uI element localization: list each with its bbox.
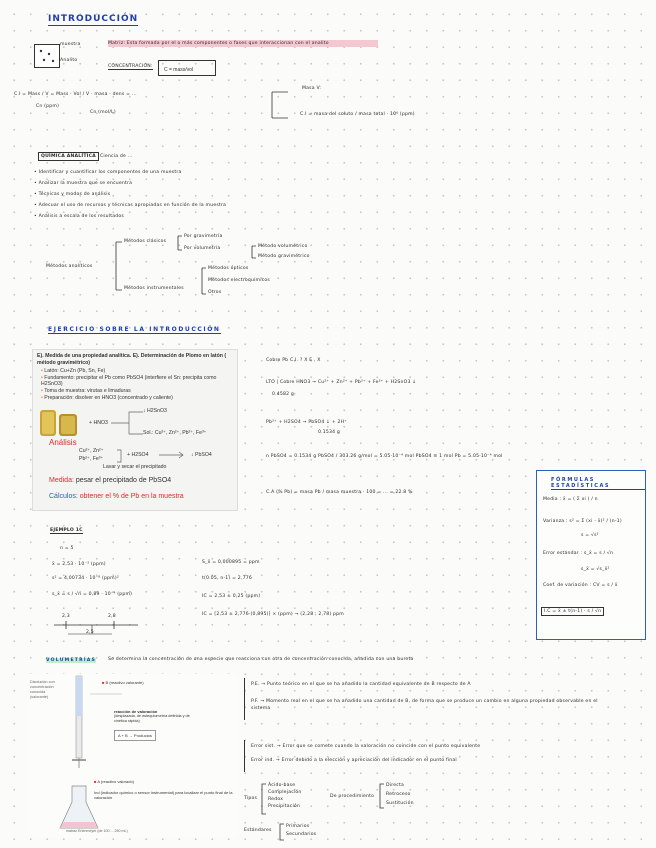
ej-right-line-6: n PbSO4 = 0.1534 g PbSO4 / 303.26 g/mol = 5.05·10⁻⁴ mol PbSO4 ≡ 1 mol Pb = 5.05·10⁻⁴ mol	[266, 454, 503, 459]
quimica-bullet-5: • Análisis a escala de los resultados	[34, 214, 124, 219]
bullet-text: Análisis a escala de los resultados	[38, 214, 124, 219]
bullet-text: Técnicas y modos de análisis	[38, 192, 111, 197]
ej-right-line-2: LTO | Cobre HNO3 → Cu²⁺ + Zn²⁺ + Pb²⁺ + Fe³⁺ + H2SnO3 ↓	[266, 380, 417, 385]
panel-ions-2: Pb²⁺, Fe³⁺	[79, 456, 104, 462]
ejercicio-title: EJERCICIO SOBRE LA INTRODUCCIÓN	[48, 326, 221, 333]
formula-media: Media : x̄ = ( Σ xi ) / n	[543, 497, 598, 502]
diagram-side-label: Disolución con concentración conocida (valorante)	[30, 680, 55, 699]
branch-clasicos: Métodos clásicos	[124, 239, 167, 244]
classic-sub-volumetrico: Método volumétrico	[258, 244, 308, 249]
clasif-label: De procedimiento	[330, 794, 375, 799]
quimica-subtitle: Ciencia de ...	[100, 154, 133, 159]
panel-h2sno3: ↓ H2SnO3	[143, 408, 167, 414]
formula-line-main: C.I = Mass / V = Mass · Vol / V · masa · dens = ...	[14, 92, 137, 97]
diagram-reactivo: ■ B (reactivo valorante)	[102, 680, 144, 685]
concentracion-label: CONCENTRACIÓN:	[108, 64, 153, 69]
tipo-redox: Redox	[268, 797, 284, 802]
instr-leaf-electroquimicos: Métodos electroquímicos	[208, 278, 271, 283]
error-block	[244, 740, 635, 772]
panel-sol: Sol.: Cu²⁺, Zn²⁺, Pb²⁺, Fe³⁺	[143, 430, 207, 436]
ejemplo-line-1: n = 5	[60, 546, 74, 551]
formula-line-mol: Cn (mol/L)	[90, 110, 116, 115]
ic-number-line	[52, 616, 142, 638]
branch-instrumentales: Métodos instrumentales	[124, 286, 184, 291]
panel-calculos	[49, 493, 184, 500]
ejemplo-right-1: S_x̄ = 0,000895 = ppm	[202, 560, 260, 565]
panel-item-preparacion: • Preparación: disolver en HNO3 (concentrado y caliente)	[41, 395, 173, 401]
instr-leaf-opticos: Métodos ópticos	[208, 266, 249, 271]
formula-cv: Coef. de variación : CV = s / x̄	[543, 583, 618, 588]
intro-right-line-1: Masa V:	[302, 86, 322, 91]
panel-item-toma: • Toma de muestra: virutas e limaduras	[41, 388, 131, 394]
formula-ic: I.C = x̄ ± t(n-1) · s / √n	[541, 607, 604, 616]
titration-diagram	[28, 674, 238, 838]
quimica-bullet-4: • Adecuar el uso de recursos y técnicas apropiadas en función de la muestra	[34, 203, 227, 208]
formula-varianza: Varianza : s² = Σ (xi - x̄)² / (n-1)	[543, 519, 622, 524]
diagram-matraz: matraz Erlenmeyer (de 100 ... 250 mL)	[66, 829, 128, 833]
ej-right-line-4: Pb²⁺ + H2SO4 → PbSO4 ↓ + 2H⁺	[266, 420, 347, 425]
ejemplo-right-3: IC = 2,53 ± 0,25 (ppm)	[202, 594, 261, 599]
pe-pf-block	[244, 678, 605, 720]
instr-leaf-otros: Otros	[208, 290, 222, 295]
panel-hno3: + HNO3	[89, 420, 108, 426]
formula-line-ppm: Cn (ppm)	[36, 104, 60, 109]
metodos-label: Métodos analíticos	[46, 264, 93, 269]
analito-dots-icon	[35, 45, 59, 67]
tipo-complejacion: Complejación	[268, 790, 302, 795]
diagram-reaccion-eq: A + B → Productos	[114, 730, 156, 741]
estandares-label: Estándares	[244, 828, 272, 833]
intro-title: INTRODUCCIÓN	[48, 14, 139, 24]
ejemplo-line-2: x̄ = 2,53 · 10⁻³ (ppm)	[52, 562, 106, 567]
gravimetry-panel	[32, 349, 238, 511]
panel-analisis: Análisis	[49, 438, 77, 447]
formula-box	[536, 470, 646, 640]
medida-text: pesar el precipitado de PbSO4	[73, 477, 172, 484]
calculos-text: obtener el % de Pb en la muestra	[77, 493, 184, 500]
concentracion-formula-box	[158, 60, 216, 76]
reactivo-text: B (reactivo valorante)	[105, 680, 144, 685]
panel-h2so4: + H2SO4	[127, 452, 149, 458]
panel-item-laton: • Latón: Cu+Zn (Pb, Sn, Fe)	[41, 368, 106, 374]
clasif-sustitucion: Sustitución	[386, 801, 414, 806]
formula-desviacion: s = √s²	[581, 533, 599, 538]
ejemplo-line-3: s² = 4,00734 · 10⁻⁸ (ppm)²	[52, 576, 119, 581]
analito-label: Analito	[60, 58, 78, 63]
tipo-precipitacion: Precipitación	[268, 804, 301, 809]
medida-label: Medida:	[49, 477, 74, 484]
ej-right-line-5: 0.1534 g	[318, 430, 341, 435]
formula-brace	[268, 90, 298, 120]
classic-leaf-volumetria: Por volumetría	[184, 246, 221, 251]
analito-text: A (reactivo valorado)	[97, 779, 134, 784]
muestra-square-icon	[34, 44, 60, 68]
diagram-reaccion-text: (desplazada, de estequiometría definida y de cinética rápida)	[114, 714, 190, 723]
ej-right-line-3: 0.4582 g	[272, 392, 295, 397]
volumetrias-intro: Se determina la concentración de una especie que reacciona con otra de concentración conocida, añadida con una bureta	[108, 657, 414, 662]
error-sist-text: Error sist. → Error que se comete cuando la valoración no coincide con el punto equivalente	[251, 744, 481, 749]
svg-text:C = mass/vol: C = mass/vol	[164, 67, 194, 73]
tipos-label: Tipos	[244, 796, 258, 801]
formula-error-estandar: Error estándar : s_x̄ = s / √n	[543, 551, 614, 556]
muestra-label: muestra	[60, 42, 81, 47]
arrow-right-icon	[157, 450, 187, 460]
formula-sx: s_x̄ = √s_x̄²	[581, 567, 610, 572]
estandares-secundarios: Secundarios	[286, 832, 317, 837]
panel-item-fundamento: • Fundamento: precipitar el Pb como PbSO4 (interfiere el Sn: precipita como H2SnO3)	[41, 375, 217, 387]
estandares-brace	[276, 822, 286, 842]
formula-box-title: FÓRMULAS ESTADÍSTICAS	[551, 477, 645, 490]
panel-heading: E). Medida de una propiedad analítica. E). Determinación de Plomo en latón ( método gravimétrico)	[37, 353, 227, 366]
clasif-retroceso: Retroceso	[386, 792, 411, 797]
estandares-primarios: Primarios	[286, 824, 310, 829]
ej-right-line-7: C.A (% Pb) = masa Pb / masa muestra · 100 = ... = 22.8 %	[266, 490, 413, 495]
matriz-text: Matriz: Esta formada por el o más componentes o fases que interaccionan con el analito	[108, 40, 378, 47]
classic-leaf-gravimetria: Por gravimetría	[184, 234, 223, 239]
bullet-text: Analizar la muestra que se encuentra	[38, 181, 133, 186]
quimica-title: QUÍMICA ANALÍTICA	[38, 152, 99, 161]
bullet-text: Adecuar el uso de recursos y técnicas apropiadas en función de la muestra	[38, 203, 227, 208]
diagram-indicador: Ind (indicador químico o sensor instrumental) para localizar el punto final de la valoración	[94, 790, 233, 800]
pe-text: P.E. → Punto teórico en el que se ha añadido la cantidad equivalente de B respecto de A	[251, 682, 471, 687]
diagram-analito: ■ A (reactivo valorado)	[94, 779, 134, 784]
tipo-acido-base: Ácido-base	[268, 783, 296, 788]
ej-right-line-1: Cobre Pb C.I. ? X E , X	[266, 358, 321, 363]
bullet-text: Identificar y cuantificar los componentes de una muestra	[38, 170, 182, 175]
ic-label-right: 2,8	[108, 614, 116, 619]
quimica-bullet-1: • Identificar y cuantificar los componentes de una muestra	[34, 170, 182, 175]
intro-right-line-2: C.I = masa del soluto / masa total · 10⁶ (ppm)	[300, 112, 415, 117]
ejemplo-right-4: IC = [2,53 ± 2,776·(0,895)] × (ppm) → (2,28 ; 2,78) ppm	[202, 612, 344, 617]
calculos-label: Cálculos:	[49, 493, 78, 500]
panel-pbso4: ↓ PbSO4	[191, 452, 212, 458]
error-ind-text: Error ind. → Error debido a la elección y apreciación del indicador en el punto final	[251, 758, 457, 763]
panel-item-text: Latón: Cu+Zn (Pb, Sn, Fe)	[44, 368, 106, 374]
ejemplo-title: EJEMPLO 1C	[50, 528, 83, 533]
volumetrias-title: VOLUMETRÍAS	[46, 658, 97, 663]
panel-item-text: Preparación: disolver en HNO3 (concentrado y caliente)	[44, 395, 173, 401]
diagram-reaccion-title: reacción de valoración	[114, 709, 158, 714]
ic-label-center: 2,5	[86, 630, 94, 635]
clasif-directa: Directa	[386, 783, 404, 788]
panel-ions-1: Cu²⁺, Zn²⁺	[79, 448, 104, 454]
panel-item-text: Fundamento: precipitar el Pb como PbSO4 (interfiere el Sn: precipita como H2SnO3)	[41, 375, 217, 387]
classic-sub-gravimetrico: Método gravimétrico	[258, 254, 310, 259]
ejemplo-line-4: s_x̄ = s / √n = 0,89 · 10⁻⁴ (ppm)	[52, 592, 133, 597]
panel-medida	[49, 477, 171, 484]
pf-text: P.F. → Momento real en el que se ha añadido una cantidad de B, de forma que se produce un cambio en alguna propiedad observable en el sistema	[251, 699, 598, 711]
ic-label-left: 2,3	[62, 614, 70, 619]
quimica-bullet-2: • Analizar la muestra que se encuentra	[34, 181, 133, 186]
panel-lavar: Lavar y secar el precipitado	[103, 464, 167, 470]
ejemplo-right-2: t(0.05, n-1) = 2,776	[202, 576, 252, 581]
panel-item-text: Toma de muestra: virutas e limaduras	[44, 388, 131, 394]
burette-flask-icon	[62, 674, 152, 838]
quimica-bullet-3: • Técnicas y modos de análisis	[34, 192, 111, 197]
